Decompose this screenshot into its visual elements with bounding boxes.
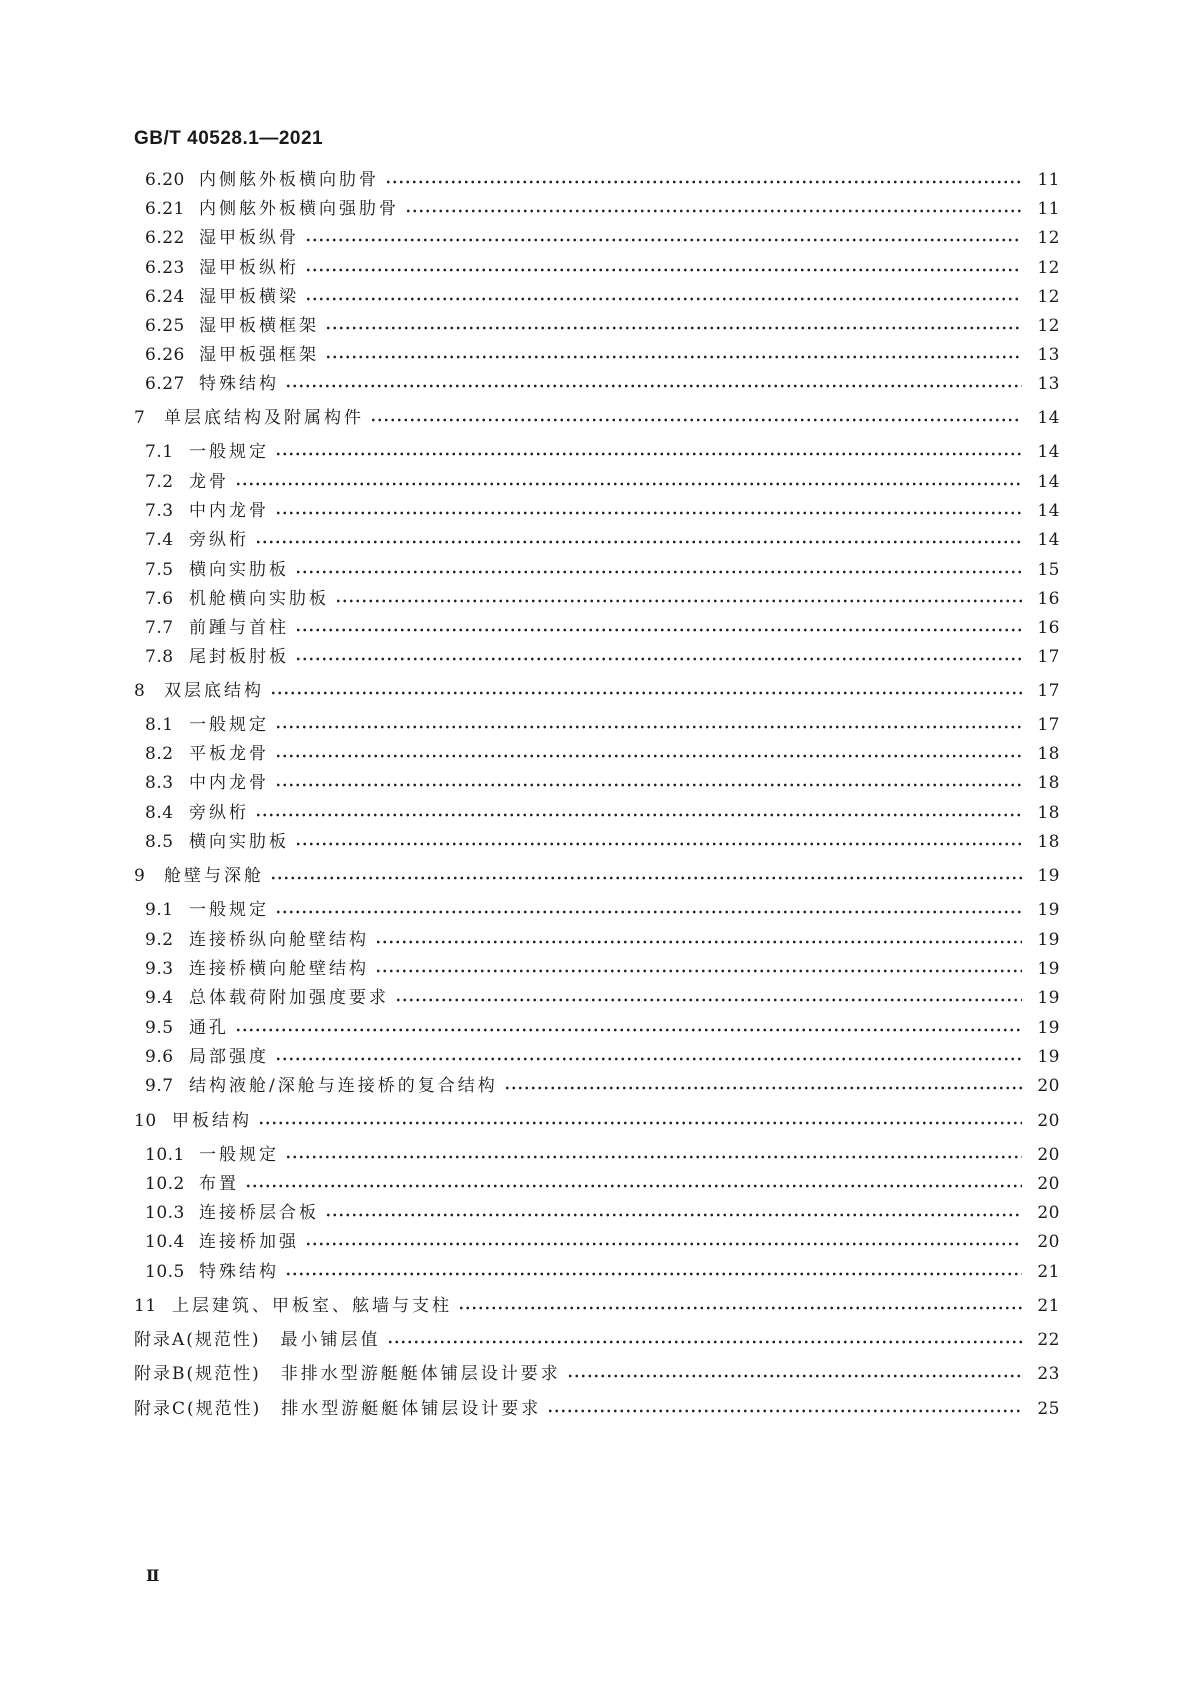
toc-entry[interactable] (134, 283, 1060, 311)
toc-entry-title: 横向实肋板 (189, 560, 289, 580)
toc-entry-number: 6.20 (145, 170, 185, 190)
toc-entry[interactable] (134, 740, 1060, 768)
toc-entry-page: 17 (1037, 715, 1060, 735)
toc-leader-dots (335, 599, 1022, 603)
toc-entry[interactable] (134, 224, 1060, 252)
toc-entry-number: 10.5 (145, 1262, 185, 1282)
toc-entry[interactable] (134, 497, 1060, 525)
toc-leader-dots (305, 297, 1022, 301)
toc-leader-dots (285, 1155, 1022, 1159)
toc-entry[interactable] (134, 862, 1060, 890)
toc-entry[interactable] (134, 438, 1060, 466)
toc-entry-page: 16 (1037, 589, 1060, 609)
toc-entry-page: 12 (1037, 316, 1060, 336)
toc-entry-page: 14 (1037, 472, 1060, 492)
toc-entry[interactable] (134, 1170, 1060, 1198)
toc-entry-number: 8.2 (145, 744, 174, 764)
toc-entry-number: 10.1 (145, 1145, 185, 1165)
toc-leader-dots (275, 511, 1022, 515)
toc-entry-number: 附录A(规范性) (134, 1330, 261, 1350)
toc-entry-page: 21 (1037, 1262, 1060, 1282)
toc-entry-title: 一般规定 (189, 442, 269, 462)
toc-entry-title: 湿甲板纵骨 (199, 228, 299, 248)
toc-entry-page: 20 (1037, 1145, 1060, 1165)
toc-entry-page: 18 (1037, 744, 1060, 764)
toc-leader-dots (325, 326, 1022, 330)
toc-entry-page: 22 (1037, 1330, 1060, 1350)
toc-leader-dots (270, 876, 1022, 880)
toc-entry-number: 9.1 (145, 900, 174, 920)
toc-entry-page: 12 (1037, 228, 1060, 248)
toc-entry-title: 前踵与首柱 (189, 618, 289, 638)
toc-entry-number: 9.2 (145, 930, 174, 950)
toc-entry-title: 内侧舷外板横向强肋骨 (199, 199, 399, 219)
toc-leader-dots (305, 238, 1022, 242)
toc-entry-page: 12 (1037, 287, 1060, 307)
toc-leader-dots (295, 842, 1022, 846)
toc-entry-page: 18 (1037, 773, 1060, 793)
toc-entry-number: 8.1 (145, 715, 174, 735)
toc-entry-number: 6.27 (145, 374, 185, 394)
toc-entry[interactable] (134, 1228, 1060, 1256)
toc-entry-title: 旁纵桁 (189, 803, 249, 823)
toc-entry-page: 20 (1037, 1232, 1060, 1252)
toc-entry[interactable] (134, 166, 1060, 194)
toc-leader-dots (504, 1086, 1022, 1090)
toc-entry-title: 最小铺层值 (280, 1330, 381, 1350)
toc-entry-page: 21 (1037, 1296, 1060, 1316)
toc-leader-dots (235, 482, 1022, 486)
toc-entry-title: 龙骨 (189, 472, 229, 492)
toc-entry-number: 6.24 (145, 287, 185, 307)
toc-leader-dots (325, 1213, 1022, 1217)
toc-leader-dots (295, 628, 1022, 632)
toc-entry-title: 总体载荷附加强度要求 (189, 988, 389, 1008)
toc-entry-page: 11 (1037, 170, 1060, 190)
toc-entry[interactable] (134, 1360, 1060, 1388)
toc-entry[interactable] (134, 1014, 1060, 1042)
toc-entry-page: 19 (1037, 900, 1060, 920)
toc-entry[interactable] (134, 1258, 1060, 1286)
toc-entry-number: 8.4 (145, 803, 174, 823)
toc-entry-page: 14 (1037, 501, 1060, 521)
toc-entry[interactable] (134, 585, 1060, 613)
toc-entry-page: 20 (1037, 1203, 1060, 1223)
toc-entry-title: 一般规定 (189, 900, 269, 920)
toc-entry-number: 9.6 (145, 1047, 174, 1067)
toc-leader-dots (325, 355, 1022, 359)
toc-leader-dots (567, 1374, 1022, 1378)
toc-entry-number: 8.3 (145, 773, 174, 793)
toc-entry-title: 湿甲板纵桁 (199, 258, 299, 278)
toc-entry-title: 上层建筑、甲板室、舷墙与支柱 (172, 1296, 452, 1316)
toc-entry-title: 湿甲板横梁 (199, 287, 299, 307)
toc-entry[interactable] (134, 195, 1060, 223)
toc-entry[interactable] (134, 926, 1060, 954)
toc-leader-dots (258, 1121, 1022, 1125)
toc-entry-page: 14 (1037, 442, 1060, 462)
toc-entry-page: 17 (1037, 647, 1060, 667)
toc-entry-number: 6.21 (145, 199, 185, 219)
toc-entry-number: 附录C(规范性) (134, 1399, 262, 1419)
toc-entry-title: 旁纵桁 (189, 530, 249, 550)
toc-entry[interactable] (134, 341, 1060, 369)
toc-entry-page: 18 (1037, 803, 1060, 823)
toc-entry-page: 19 (1037, 866, 1060, 886)
toc-entry-title: 单层底结构及附属构件 (164, 408, 364, 428)
toc-leader-dots (375, 940, 1022, 944)
standard-code: GB/T 40528.1—2021 (134, 128, 324, 149)
toc-entry-page: 12 (1037, 258, 1060, 278)
toc-leader-dots (305, 268, 1022, 272)
toc-entry-title: 舱壁与深舱 (164, 866, 264, 886)
toc-leader-dots (375, 969, 1022, 973)
toc-leader-dots (387, 1340, 1022, 1344)
toc-leader-dots (275, 783, 1022, 787)
toc-entry-number: 10.4 (145, 1232, 185, 1252)
toc-entry-page: 15 (1037, 560, 1060, 580)
toc-entry-number: 7 (134, 408, 146, 428)
toc-entry-number: 7.8 (145, 647, 174, 667)
toc-entry[interactable] (134, 1292, 1060, 1320)
toc-leader-dots (275, 452, 1022, 456)
toc-entry-page: 20 (1037, 1076, 1060, 1096)
toc-entry-page: 23 (1037, 1364, 1060, 1384)
toc-entry-title: 湿甲板横框架 (199, 316, 319, 336)
toc-leader-dots (405, 209, 1022, 213)
toc-entry-title: 连接桥纵向舱壁结构 (189, 930, 369, 950)
toc-entry[interactable] (134, 614, 1060, 642)
toc-entry-number: 6.26 (145, 345, 185, 365)
toc-entry-number: 9.3 (145, 959, 174, 979)
toc-entry-number: 6.22 (145, 228, 185, 248)
toc-leader-dots (255, 813, 1022, 817)
toc-entry-title: 甲板结构 (172, 1111, 252, 1131)
toc-leader-dots (385, 180, 1022, 184)
toc-entry-number: 6.25 (145, 316, 185, 336)
toc-entry-title: 连接桥横向舱壁结构 (189, 959, 369, 979)
toc-entry-title: 中内龙骨 (189, 773, 269, 793)
toc-entry[interactable] (134, 1326, 1060, 1354)
toc-entry-title: 局部强度 (189, 1047, 269, 1067)
toc-entry[interactable] (134, 896, 1060, 924)
toc-entry-number: 6.23 (145, 258, 185, 278)
toc-entry-page: 19 (1037, 930, 1060, 950)
toc-entry-page: 17 (1037, 681, 1060, 701)
toc-entry-number: 10 (134, 1111, 157, 1131)
toc-entry-title: 双层底结构 (164, 681, 264, 701)
toc-leader-dots (235, 1028, 1022, 1032)
toc-entry-title: 特殊结构 (199, 1262, 279, 1282)
toc-entry-page: 13 (1037, 345, 1060, 365)
toc-entry-title: 连接桥加强 (199, 1232, 299, 1252)
toc-entry[interactable] (134, 1395, 1060, 1423)
toc-leader-dots (285, 384, 1022, 388)
toc-leader-dots (395, 998, 1022, 1002)
toc-entry[interactable] (134, 677, 1060, 705)
toc-entry[interactable] (134, 404, 1060, 432)
toc-entry-number: 8.5 (145, 832, 174, 852)
page-number: Ⅱ (146, 1566, 160, 1585)
toc-entry-number: 7.1 (145, 442, 174, 462)
toc-entry[interactable] (134, 799, 1060, 827)
toc-entry-title: 湿甲板强框架 (199, 345, 319, 365)
toc-entry-title: 布置 (199, 1174, 239, 1194)
toc-leader-dots (275, 910, 1022, 914)
toc-entry-number: 7.7 (145, 618, 174, 638)
toc-entry-number: 7.3 (145, 501, 174, 521)
toc-leader-dots (285, 1272, 1022, 1276)
toc-leader-dots (295, 570, 1022, 574)
toc-entry-title: 通孔 (189, 1018, 229, 1038)
toc-entry-number: 7.6 (145, 589, 174, 609)
toc-leader-dots (458, 1306, 1022, 1310)
toc-entry-page: 18 (1037, 832, 1060, 852)
toc-entry[interactable] (134, 370, 1060, 398)
toc-entry-title: 机舱横向实肋板 (189, 589, 329, 609)
toc-entry-page: 19 (1037, 988, 1060, 1008)
toc-entry-page: 19 (1037, 959, 1060, 979)
toc-entry-title: 尾封板肘板 (189, 647, 289, 667)
toc-entry-number: 8 (134, 681, 146, 701)
toc-leader-dots (275, 1057, 1022, 1061)
toc-entry-number: 7.4 (145, 530, 174, 550)
toc-entry-title: 结构液舱/深舱与连接桥的复合结构 (189, 1076, 498, 1096)
toc-entry-title: 特殊结构 (199, 374, 279, 394)
toc-entry-page: 19 (1037, 1047, 1060, 1067)
toc-entry-page: 20 (1037, 1174, 1060, 1194)
toc-entry-page: 13 (1037, 374, 1060, 394)
toc-leader-dots (270, 691, 1022, 695)
toc-entry-page: 25 (1037, 1399, 1060, 1419)
toc-leader-dots (255, 540, 1022, 544)
toc-entry[interactable] (134, 828, 1060, 856)
toc-leader-dots (295, 657, 1022, 661)
toc-entry-page: 19 (1037, 1018, 1060, 1038)
toc-entry-title: 排水型游艇艇体铺层设计要求 (281, 1399, 542, 1419)
toc-entry[interactable] (134, 1141, 1060, 1169)
toc-entry-number: 10.3 (145, 1203, 185, 1223)
toc-entry[interactable] (134, 1043, 1060, 1071)
toc-entry-number: 9.7 (145, 1076, 174, 1096)
toc-entry[interactable] (134, 526, 1060, 554)
toc-entry[interactable] (134, 769, 1060, 797)
toc-entry-title: 连接桥层合板 (199, 1203, 319, 1223)
toc-entry[interactable] (134, 312, 1060, 340)
toc-entry[interactable] (134, 1072, 1060, 1100)
toc-entry-page: 11 (1037, 199, 1060, 219)
toc-entry-title: 中内龙骨 (189, 501, 269, 521)
toc-entry[interactable] (134, 556, 1060, 584)
toc-entry-number: 11 (134, 1296, 157, 1316)
toc-entry-page: 16 (1037, 618, 1060, 638)
toc-entry-page: 20 (1037, 1111, 1060, 1131)
toc-entry-number: 附录B(规范性) (134, 1364, 261, 1384)
toc-entry-number: 10.2 (145, 1174, 185, 1194)
toc-entry-title: 横向实肋板 (189, 832, 289, 852)
toc-entry-title: 一般规定 (189, 715, 269, 735)
toc-entry-number: 7.2 (145, 472, 174, 492)
toc-entry-title: 非排水型游艇艇体铺层设计要求 (280, 1364, 561, 1384)
toc-entry-number: 9.5 (145, 1018, 174, 1038)
toc-leader-dots (547, 1409, 1022, 1413)
toc-entry-title: 平板龙骨 (189, 744, 269, 764)
toc-entry[interactable] (134, 955, 1060, 983)
toc-leader-dots (245, 1184, 1022, 1188)
toc-entry-number: 9 (134, 866, 146, 886)
toc-entry-page: 14 (1037, 408, 1060, 428)
toc-leader-dots (370, 418, 1022, 422)
toc-entry[interactable] (134, 1199, 1060, 1227)
toc-entry-title: 一般规定 (199, 1145, 279, 1165)
toc-entry-number: 9.4 (145, 988, 174, 1008)
toc-leader-dots (275, 754, 1022, 758)
toc-entry[interactable] (134, 984, 1060, 1012)
toc-entry[interactable] (134, 1107, 1060, 1135)
toc-entry[interactable] (134, 254, 1060, 282)
toc-entry[interactable] (134, 711, 1060, 739)
toc-entry-number: 7.5 (145, 560, 174, 580)
toc-entry-title: 内侧舷外板横向肋骨 (199, 170, 379, 190)
toc-entry-page: 14 (1037, 530, 1060, 550)
toc-entry[interactable] (134, 643, 1060, 671)
toc-leader-dots (275, 725, 1022, 729)
toc-entry[interactable] (134, 468, 1060, 496)
toc-leader-dots (305, 1242, 1022, 1246)
